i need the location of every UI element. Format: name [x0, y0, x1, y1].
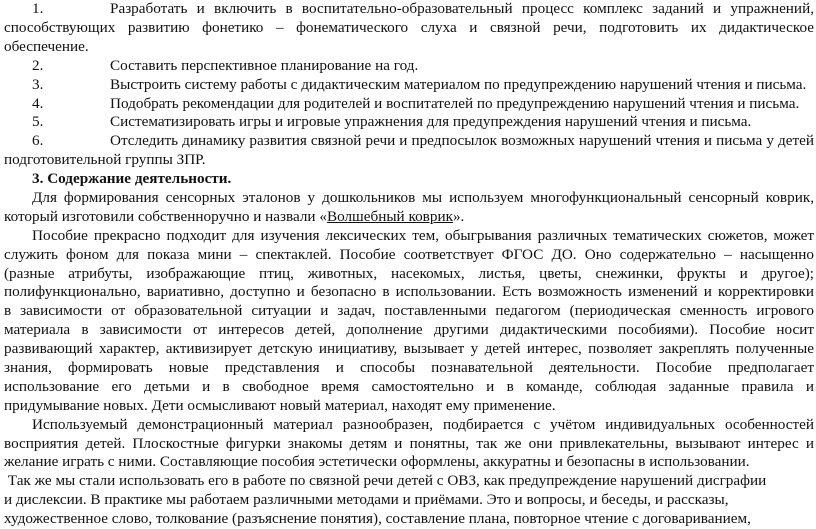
paragraph-line: Используемый демонстрационный материал разнообразен, подбирается с учётом индивидуальных особенностей — [32, 415, 814, 433]
task-text-line: Подобрать рекомендации для родителей и воспитателей по предупреждению нарушений чтения и письма. — [110, 94, 800, 112]
task-text-line: Систематизировать игры и игровые упражнения для предупреждения нарушений чтения и письма. — [110, 113, 752, 131]
section-heading: 3. Содержание деятельности. — [32, 170, 232, 188]
task-item-3 — [4, 76, 814, 95]
paragraph-line — [4, 208, 814, 227]
paragraph-line: развивающий характер, активизирует детскую инициативу, вызывает у детей интерес, позволяет закреплять полученные — [4, 340, 814, 358]
task-text-line: подготовительной группы ЗПР. — [4, 151, 206, 169]
paragraph-line: (разные атрибуты, изображающие птиц, животных, насекомых, листья, цветы, снежинки, фрукты и другое); — [4, 264, 814, 282]
paragraph-line: Пособие прекрасно подходит для изучения лексических тем, обыгрывания различных тематических сюжетов, может — [32, 226, 814, 244]
paragraph-line: художественное слово, толкование (разъяснение понятия), составление плана, повторное чтение с договариванием, — [4, 510, 751, 528]
paragraph-line: и дислексии. В практике мы работаем различными методами и приёмами. Это и вопросы, и беседы, и рассказы, — [4, 491, 729, 509]
task-item-6 — [4, 132, 814, 151]
task-item-4 — [4, 95, 814, 114]
paragraph-line: полифункционально, вариативно, доступно и безопасно в использовании. Есть возможность изменений и корректировки — [4, 283, 814, 301]
paragraph-line: в зависимости от образовательной ситуации и задач, поставленными педагогом (периодическая сменность игрового — [4, 302, 814, 320]
task-text-line: способствующих развитию фонетико – фонематического слуха и связной речи, подготовить их дидактическое — [4, 18, 814, 36]
paragraph-line: служить фоном для показа мини – спектаклей. Пособие соответствует ФГОС ДО. Оно содержательно – насыщенно — [4, 245, 814, 263]
task-number: 3. — [32, 75, 44, 93]
task-text-line: Отследить динамику развития связной речи и предпосылок возможных нарушений чтения и письма у детей — [110, 132, 814, 150]
paragraph-line: придумывание новых. Дети осмысливают новый материал, находят ему применение. — [4, 396, 556, 414]
task-text-line: Разработать и включить в воспитательно-образовательный процесс комплекс заданий и упражнений, — [110, 0, 814, 17]
task-number: 1. — [32, 0, 44, 17]
document-page — [4, 0, 814, 528]
task-text-line: Выстроить систему работы с дидактическим материалом по предупреждению нарушений чтения и письма. — [110, 75, 807, 93]
wolshebny-kovrik-link[interactable]: Волшебный коврик — [326, 207, 453, 225]
paragraph-line: восприятия детей. Плоскостные фигурки знакомы детям и понятны, так же они привлекательны, вызывают интерес и — [4, 434, 814, 452]
paragraph-line: Так же мы стали использовать его в работе по связной речи детей с ОВЗ, как предупреждение нарушений дисграфии — [4, 472, 767, 490]
paragraph-line: материала в зависимости от интересов детей, дополнение другими дидактическими пособиями). Пособие носит — [4, 321, 814, 339]
paragraph-text: ». — [452, 207, 465, 225]
paragraph-line: Для формирования сенсорных эталонов у дошкольников мы используем многофункциональный сенсорный коврик, — [32, 189, 814, 206]
task-number: 2. — [32, 56, 44, 74]
paragraph-line: использование его детьми и в свободное время самостоятельно и в команде, соблюдая заданные правила и — [4, 377, 814, 395]
task-number: 4. — [32, 94, 44, 112]
task-text-line: обеспечение. — [4, 37, 89, 55]
paragraph-line: знания, формировать новые представления и способы познавательной деятельности. Пособие предполагает — [4, 359, 814, 377]
task-text-line: Составить перспективное планирование на год. — [110, 56, 419, 74]
paragraph-text: который изготовили собственноручно и назвали « — [4, 207, 327, 225]
task-item-1 — [4, 0, 814, 19]
task-item-2 — [4, 57, 814, 76]
task-item-5 — [4, 113, 814, 132]
paragraph-line: желание играть с ними. Составляющие пособия эстетически оформлены, аккуратны и безопасны в использовании. — [4, 453, 750, 471]
task-number: 6. — [32, 132, 44, 150]
task-number: 5. — [32, 113, 44, 131]
